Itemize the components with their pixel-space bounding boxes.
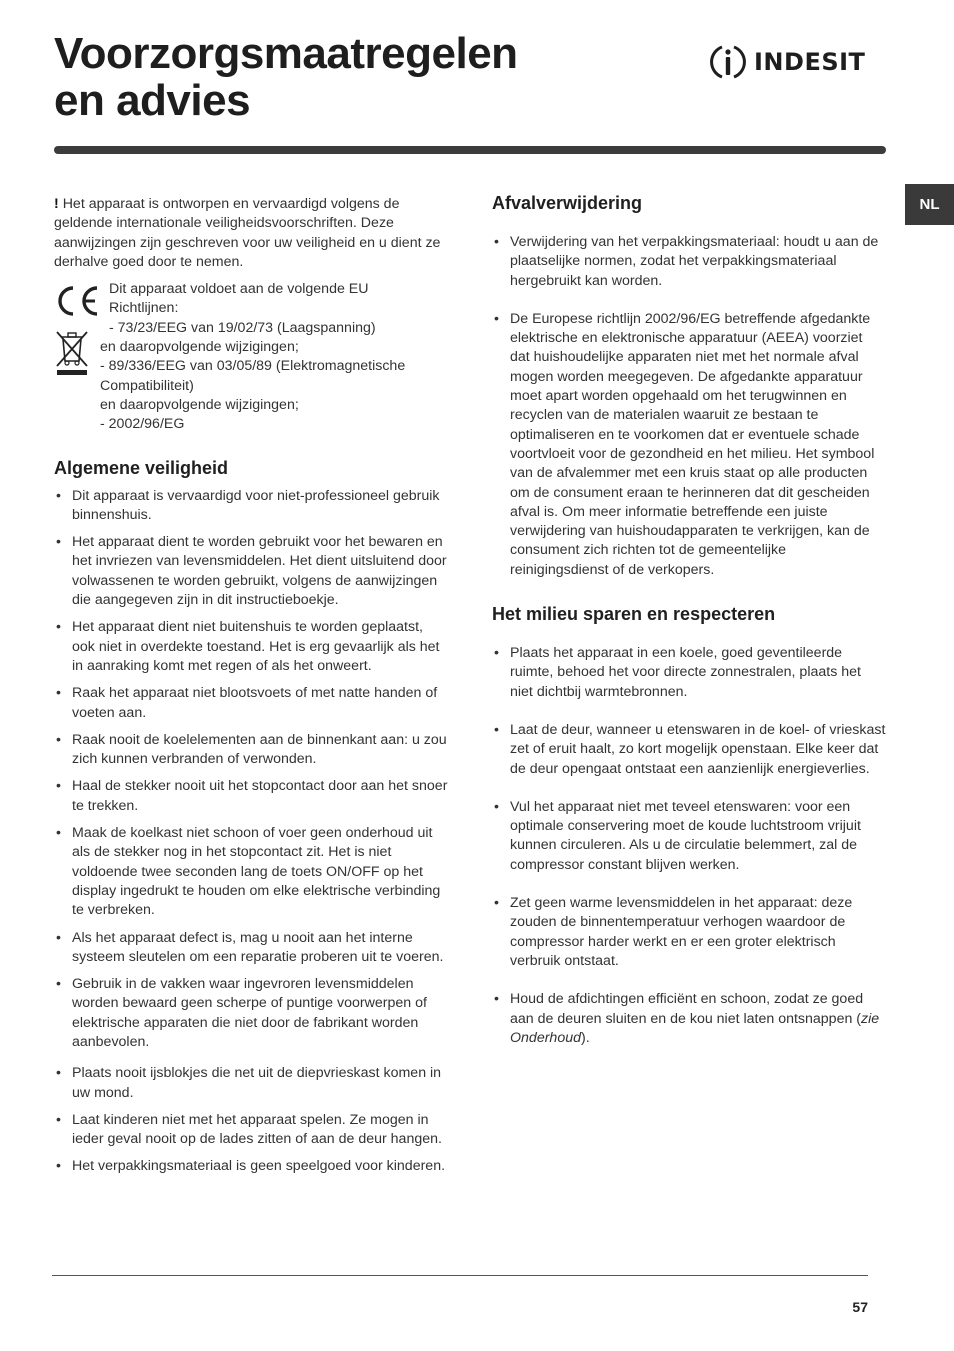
list-item: • Gebruik in de vakken waar ingevroren levensmiddelen worden bewaard geen scherpe of puntige voorwerpen of elektrische apparaten die niet door de fabrikant worden aanbevolen.: [54, 975, 448, 1052]
list-item: • Dit apparaat is vervaardigd voor niet-professioneel gebruik binnenshuis.: [54, 487, 448, 526]
footer-divider: [52, 1275, 868, 1276]
list-item: • Het apparaat dient te worden gebruikt voor het bewaren en het invriezen van levensmiddelen. Het dient uitsluitend door volwassenen te worden gebruikt, volgens de aanwijzingen die aangegeven zijn in dit instructieboekje.: [54, 533, 448, 610]
language-tab: NL: [905, 184, 954, 225]
cross-reference: zie Onderhoud: [510, 1010, 880, 1046]
list-item: • Het apparaat dient niet buitenshuis te worden geplaatst, ook niet in overdekte toestand. Het is erg gevaarlijk als het in aanraking komt met regen of als het onweert.: [54, 618, 448, 676]
certification-icons: [54, 280, 100, 434]
list-item-text-end: ).: [581, 1029, 590, 1046]
intro-text: Het apparaat is ontworpen en vervaardigd volgens de geldende internationale veiligheidsvoorschriften. Deze aanwijzingen zijn geschreven voor uw veiligheid en u dient ze derhalve goed door te nemen.: [54, 196, 441, 270]
list-item: • Plaats het apparaat in een koele, goed geventileerde ruimte, behoed het voor directe zonnestralen, plaats het niet dichtbij warmtebronnen.: [492, 644, 886, 702]
page-number: 57: [852, 1299, 868, 1315]
crossed-bin-icon: [54, 328, 90, 382]
page-title: [54, 30, 518, 124]
list-item: • Vul het apparaat niet met teveel etenswaren: voor een optimale conservering moet de koude luchtstroom vrijuit kunnen circuleren. Als u de circulatie belemmert, zal de compressor constant blijven werken.: [492, 798, 886, 875]
waste-list: [492, 233, 886, 580]
section-heading-waste: Afvalverwijdering: [492, 193, 643, 213]
list-item: • Als het apparaat defect is, mag u nooit aan het interne systeem sleutelen om een reparatie proberen uit te voeren.: [54, 929, 448, 968]
cert-line: - 73/23/EEG van 19/02/73 (Laagspanning): [109, 319, 376, 336]
safety-list: [54, 487, 448, 1177]
cert-line: Richtlijnen:: [109, 300, 179, 317]
warning-mark: !: [54, 196, 59, 212]
certification-text: [100, 280, 448, 434]
list-item: • Laat kinderen niet met het apparaat spelen. Ze mogen in ieder geval nooit op de lades zitten of aan de deur hangen.: [54, 1111, 448, 1150]
intro-paragraph: [54, 195, 448, 272]
indesit-logo-mark-icon: [708, 42, 748, 82]
title-line-2: en advies: [54, 76, 251, 125]
right-column: [492, 192, 886, 1067]
cert-line: en daaropvolgende wijzigingen;: [100, 339, 299, 356]
list-item: [492, 990, 886, 1048]
list-item: • Plaats nooit ijsblokjes die net uit de diepvrieskast komen in uw mond.: [54, 1064, 448, 1103]
header-divider: [54, 146, 886, 154]
list-item: • Maak de koelkast niet schoon of voer geen onderhoud uit als de stekker nog in het stopcontact zit. Het is niet voldoende twee seconden lang de toets ON/OFF op het display ingedrukt te houden om elke elektrische verbinding te verbreken.: [54, 824, 448, 920]
list-item: • De Europese richtlijn 2002/96/EG betreffende afgedankte elektrische en elektronische apparatuur (AEEA) voorziet dat huishoudelijke apparaten niet met het normale afval mogen worden meegegeven. De afgedankte apparatuur moet apart worden opgehaald om het terugwinnen en recyclen van de materialen waaruit ze bestaan te optimaliseren en te voorkomen dat er eventuele schade voortvloeit voor de gezondheid en het milieu. Het symbool van de afvalemmer met een kruis staat op alle producten om de consument eraan te herinneren dat dit gescheiden afval is. Om meer informatie betreffende een juiste verwijdering van huishoudapparaten te verkrijgen, kan de consument zich richten tot de gemeentelijke reinigingsdienst of de verkopers.: [492, 310, 886, 580]
cert-line: en daaropvolgende wijzigingen;: [100, 396, 299, 413]
list-item: • Raak het apparaat niet blootsvoets of met natte handen of voeten aan.: [54, 684, 448, 723]
list-item-text: Houd de afdichtingen efficiënt en schoon, zodat ze goed aan de deuren sluiten en de kou niet laten ontsnappen (: [510, 991, 864, 1027]
list-item: • Verwijdering van het verpakkingsmateriaal: houdt u aan de plaatselijke normen, zodat het verpakkingsmateriaal hergebruikt kan worden.: [492, 233, 886, 291]
cert-line: Dit apparaat voldoet aan de volgende EU: [109, 281, 369, 298]
cert-line: - 89/336/EEG van 03/05/89 (Elektromagnetische Compatibiliteit): [100, 358, 406, 394]
section-heading-safety: Algemene veiligheid: [54, 457, 229, 478]
list-item: • Raak nooit de koelelementen aan de binnenkant aan: u zou zich kunnen verbranden of verwonden.: [54, 731, 448, 770]
list-item: • Haal de stekker nooit uit het stopcontact door aan het snoer te trekken.: [54, 777, 448, 816]
certification-block: [54, 280, 448, 434]
environment-list: [492, 644, 886, 1048]
cert-line: - 2002/96/EG: [100, 416, 185, 433]
list-item: • Laat de deur, wanneer u etenswaren in de koel- of vrieskast zet of eruit haalt, zo kort mogelijk openstaan. Elke keer dat de deur opengaat ontstaat een aanzienlijk energieverlies.: [492, 721, 886, 779]
logo-wordmark: INDESIT: [754, 48, 866, 76]
section-heading-environment: Het milieu sparen en respecteren: [492, 604, 776, 625]
indesit-logo: [708, 42, 865, 82]
list-item: • Zet geen warme levensmiddelen in het apparaat: deze zouden de binnentemperatuur verhogen waardoor de compressor harder werkt en er een groter elektrisch verbruik ontstaat.: [492, 894, 886, 971]
ce-mark-icon: [54, 284, 100, 324]
title-line-1: Voorzorgsmaatregelen: [54, 29, 518, 78]
left-column: [54, 195, 448, 1185]
list-item: • Het verpakkingsmateriaal is geen speelgoed voor kinderen.: [54, 1157, 448, 1176]
